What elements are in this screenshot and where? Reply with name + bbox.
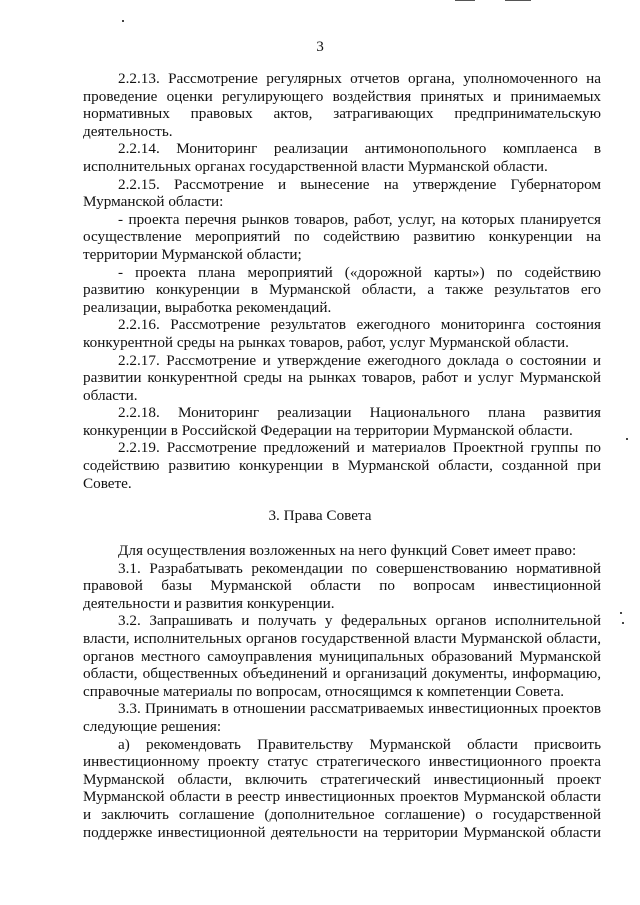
paragraph: 2.2.13. Рассмотрение регулярных отчетов органа, уполномоченного на проведение оценки регулирующего воздействия принятых и принимаемых нормативных правовых актов, затрагивающих предпринимательскую деятельность. xyxy=(83,70,601,140)
section-2-2-13 xyxy=(83,70,601,492)
paragraph: Для осуществления возложенных на него функций Совет имеет право: xyxy=(118,542,577,559)
list-item: - проекта плана мероприятий («дорожной карты») по содействию развитию конкуренции в Мурманской области, а также результатов его реализации, выработка рекомендаций. xyxy=(83,263,601,316)
scan-speck xyxy=(122,20,124,22)
paragraph: а) рекомендовать Правительству Мурманской области присвоить инвестиционному проекту статус стратегического инвестиционного проекта Мурманской области, включить стратегический инвестиционный проект Мурманской области в реестр инвестиционных проектов Мурманской области и заключить соглашение (дополнительное соглашение) о государственной поддержке инвестиционной деятельности на территории Мурманской области xyxy=(83,735,601,841)
scan-edge-mark xyxy=(505,0,531,1)
section-heading: 3. Права Совета xyxy=(268,507,372,524)
scan-speck xyxy=(626,438,628,440)
paragraph: 2.2.15. Рассмотрение и вынесение на утверждение Губернатором Мурманской области: xyxy=(83,175,601,211)
paragraph: 2.2.17. Рассмотрение и утверждение ежегодного доклада о состоянии и развитии конкурентной среды на рынках товаров, работ и услуг Мурманской области. xyxy=(83,351,601,404)
scan-speck xyxy=(620,612,622,614)
paragraph: 2.2.16. Рассмотрение результатов ежегодного мониторинга состояния конкурентной среды на рынках товаров, работ, услуг Мурманской области. xyxy=(83,316,601,351)
section-3-body xyxy=(83,542,601,841)
list-item: - проекта перечня рынков товаров, работ, услуг, на которых планируется осуществление мероприятий по содействию развитию конкуренции на территории Мурманской области; xyxy=(83,210,601,263)
scan-edge-mark xyxy=(455,0,475,1)
page-number: 3 xyxy=(316,38,324,55)
paragraph: 2.2.19. Рассмотрение предложений и материалов Проектной группы по содействию развитию конкуренции в Мурманской области, созданной при Совете. xyxy=(83,439,601,492)
scan-speck xyxy=(622,622,624,624)
paragraph: 3.1. Разрабатывать рекомендации по совершенствованию нормативной правовой базы Мурманской области по вопросам инвестиционной деятельности и развития конкуренции. xyxy=(83,559,601,612)
paragraph: 3.2. Запрашивать и получать у федеральных органов исполнительной власти, исполнительных органов государственной власти Мурманской области, органов местного самоуправления муниципальных образований Мурманской области, общественных объединений и организаций документы, информацию, справочные материалы по вопросам, относящимся к компетенции Совета. xyxy=(83,612,601,700)
paragraph: 3.3. Принимать в отношении рассматриваемых инвестиционных проектов следующие решения: xyxy=(83,700,601,735)
paragraph: 2.2.18. Мониторинг реализации Национального плана развития конкуренции в Российской Федерации на территории Мурманской области. xyxy=(83,404,601,439)
paragraph: 2.2.14. Мониторинг реализации антимонопольного комплаенса в исполнительных органах государственной власти Мурманской области. xyxy=(83,140,601,175)
